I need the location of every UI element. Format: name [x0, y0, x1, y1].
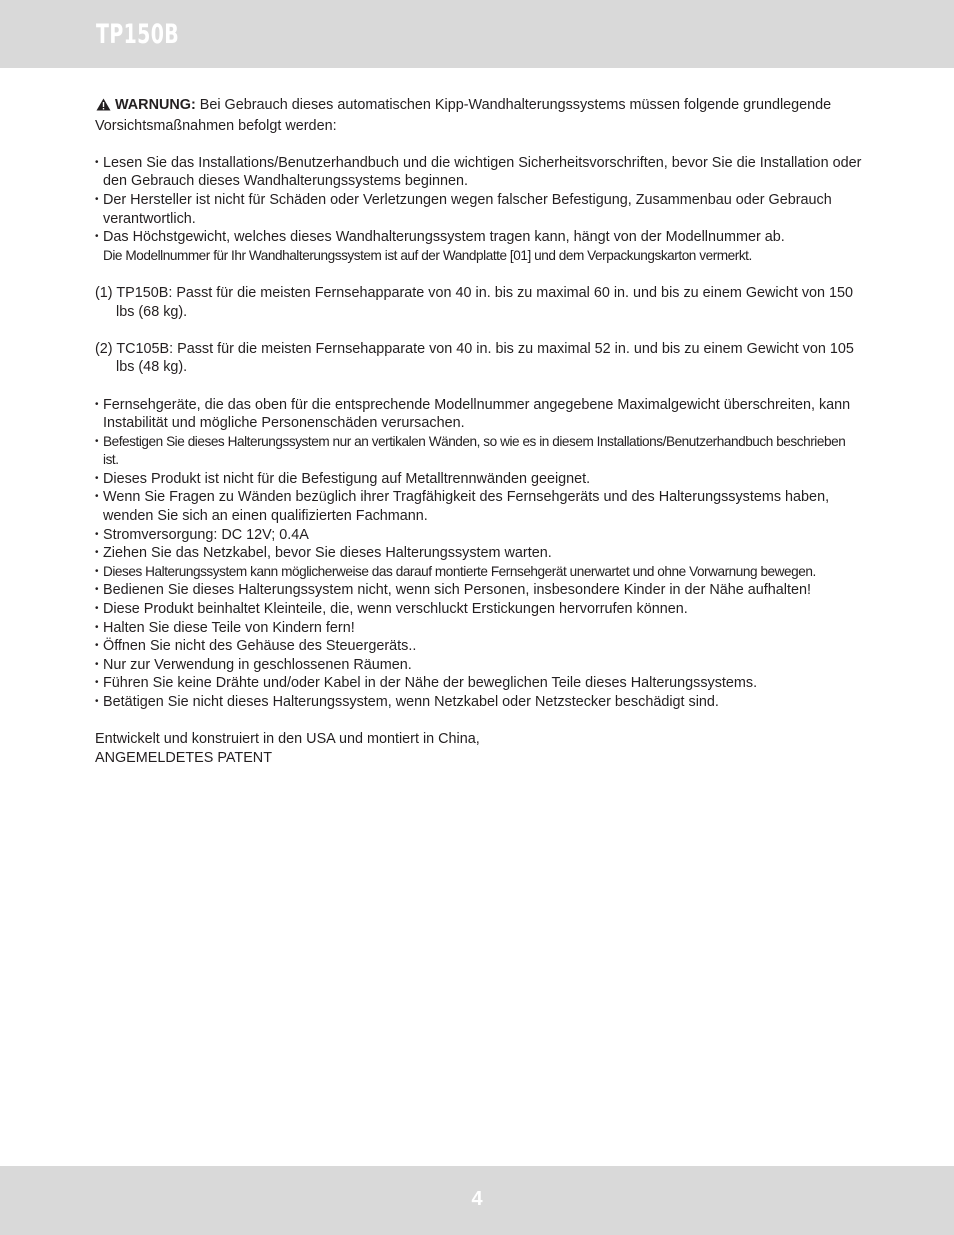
list-item: [95, 396, 863, 433]
spacer: [95, 321, 863, 340]
list-item-text: Lesen Sie das Installations/Benutzerhandbuch und die wichtigen Sicherheitsvorschriften, bevor Sie die Installation oder den Gebrauch dieses Wandhalterungssystems beginnen.: [103, 154, 862, 190]
list-item: [95, 154, 863, 191]
bullet-icon: •: [95, 547, 99, 559]
list-item-text: Öffnen Sie nicht des Gehäuse des Steuergeräts..: [103, 638, 417, 655]
bullet-icon: •: [95, 398, 99, 410]
list-item-text: Ziehen Sie das Netzkabel, bevor Sie dieses Halterungssystem warten.: [103, 545, 552, 562]
spacer: [95, 135, 863, 154]
bullet-icon: •: [95, 491, 99, 503]
bullet-icon: •: [95, 696, 99, 707]
bullet-icon: •: [95, 528, 99, 540]
warning-triangle-icon: [96, 98, 111, 117]
list-item-text: Bedienen Sie dieses Halterungssystem nicht, wenn sich Personen, insbesondere Kinder in der Nähe aufhalten!: [103, 582, 811, 599]
list-item-text: Stromversorgung: DC 12V; 0.4A: [103, 526, 309, 543]
list-item: [95, 637, 863, 656]
list-item: [95, 544, 863, 563]
page-header: [0, 0, 954, 68]
list-item: [95, 228, 863, 265]
list-item-subtext: Die Modellnummer für Ihr Wandhalterungssystem ist auf der Wandplatte [01] und dem Verpackungskarton vermerkt.: [103, 247, 752, 263]
bullet-icon: •: [95, 584, 99, 596]
closing-line-patent: ANGEMELDETES PATENT: [95, 749, 272, 766]
list-item-text: Dieses Produkt ist nicht für die Befestigung auf Metalltrennwänden geeignet.: [103, 470, 591, 487]
bullet-icon: •: [95, 193, 99, 205]
bullet-icon: •: [95, 658, 99, 670]
list-item-text: Dieses Halterungssystem kann möglicherweise das darauf montierte Fernsehgerät unerwartet und ohne Vorwarnung bewegen.: [103, 563, 816, 579]
list-item: [95, 470, 863, 489]
list-item: [95, 619, 863, 638]
spacer: [95, 712, 863, 731]
warning-text: Bei Gebrauch dieses automatischen Kipp-Wandhalterungssystems müssen folgende grundlegende Vorsichtsmaßnahmen befolgt werden:: [95, 97, 832, 134]
page-body: [95, 96, 863, 767]
bullet-icon: •: [95, 435, 99, 447]
bullet-icon: •: [95, 603, 99, 615]
list-item: [95, 674, 863, 693]
list-item-text: Halten Sie diese Teile von Kindern fern!: [103, 619, 355, 636]
bullet-icon: •: [95, 156, 99, 168]
list-item-text: Fernsehgeräte, die das oben für die entsprechende Modellnummer angegebene Maximalgewicht überschreiten, kann Instabilität und mögliche Personenschäden verursachen.: [103, 396, 851, 432]
list-item: [95, 433, 863, 470]
warning-paragraph: [95, 96, 863, 135]
list-item-text: Nur zur Verwendung in geschlossenen Räumen.: [103, 656, 412, 673]
model-spec-1: (1) TP150B: Passt für die meisten Fernsehapparate von 40 in. bis zu maximal 60 in. und bis zu einem Gewicht von 150 lbs (68 kg).: [95, 284, 854, 320]
bullet-icon: •: [95, 231, 99, 243]
bullet-icon: •: [95, 472, 99, 484]
list-item-text: Wenn Sie Fragen zu Wänden bezüglich ihrer Tragfähigkeit des Fernsehgeräts und des Halterungssystems haben, wenden Sie sich an einen qualifizierten Fachmann.: [103, 489, 830, 525]
page-number: 4: [471, 1188, 483, 1210]
list-item-text: Betätigen Sie nicht dieses Halterungssystem, wenn Netzkabel oder Netzstecker beschädigt sind.: [103, 694, 719, 710]
list-item: [95, 600, 863, 619]
list-item-text: Der Hersteller ist nicht für Schäden oder Verletzungen wegen falscher Befestigung, Zusammenbau oder Gebrauch verantwortlich.: [103, 191, 832, 227]
bullet-icon: •: [95, 621, 99, 633]
closing-line-origin: Entwickelt und konstruiert in den USA und montiert in China,: [95, 731, 480, 748]
list-item: [95, 191, 863, 228]
spacer: [95, 265, 863, 284]
bullet-icon: •: [95, 565, 99, 577]
list-item: [95, 526, 863, 545]
list-item: [95, 581, 863, 600]
page-header-title: TP150B: [96, 19, 180, 50]
list-item: [95, 488, 863, 525]
list-item: [95, 563, 863, 582]
model-spec-2: (2) TC105B: Passt für die meisten Fernsehapparate von 40 in. bis zu maximal 52 in. und bis zu einem Gewicht von 105 lbs (48 kg).: [95, 340, 854, 376]
spacer: [95, 377, 863, 396]
list-item-text: Diese Produkt beinhaltet Kleinteile, die, wenn verschluckt Erstickungen hervorrufen können.: [103, 601, 688, 618]
list-item-text: Führen Sie keine Drähte und/oder Kabel in der Nähe der beweglichen Teile dieses Halterungssystems.: [103, 675, 758, 692]
bullet-icon: •: [95, 640, 99, 652]
list-item-text: Das Höchstgewicht, welches dieses Wandhalterungssystem tragen kann, hängt von der Modellnummer ab.: [103, 229, 785, 246]
list-item-text: Befestigen Sie dieses Halterungssystem nur an vertikalen Wänden, so wie es in diesem Installations/Benutzerhandbuch beschrieben ist.: [103, 433, 846, 468]
bullet-list-safety: [95, 396, 863, 712]
closing-note: [95, 730, 863, 767]
warning-label: WARNUNG:: [115, 97, 196, 113]
bullet-list-general: [95, 154, 863, 266]
list-item: [95, 693, 863, 712]
page-footer: [0, 1166, 954, 1235]
bullet-icon: •: [95, 677, 99, 689]
list-item: [95, 656, 863, 675]
